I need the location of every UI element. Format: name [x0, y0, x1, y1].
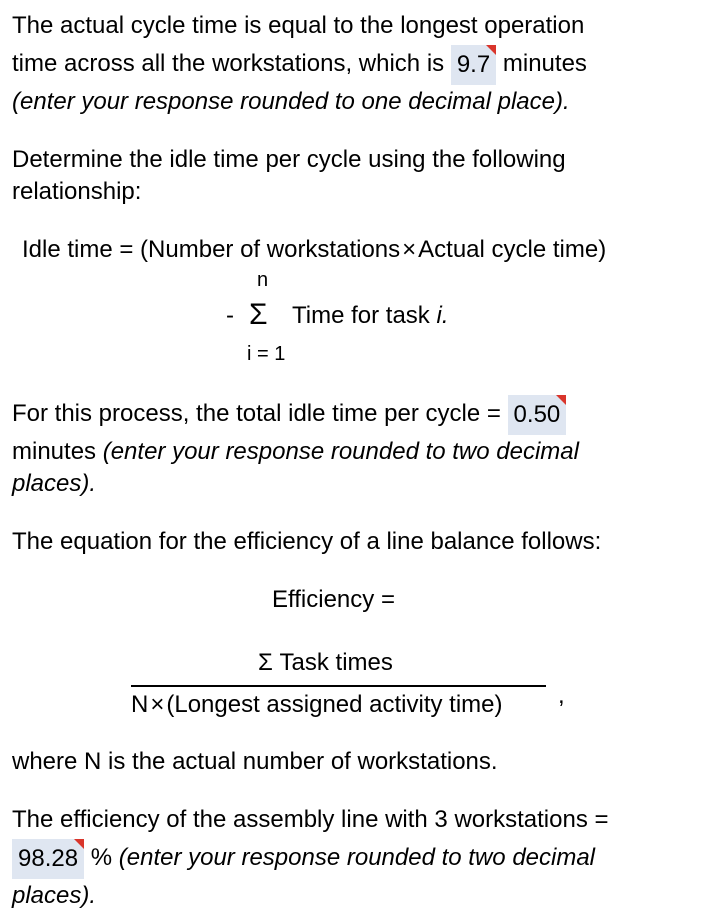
efficiency-instruction-end: places).: [12, 882, 97, 909]
efficiency-result-line2: [12, 844, 595, 873]
efficiency-denominator: [131, 691, 503, 719]
efficiency-instruction: (enter your response rounded to two decimal: [118, 844, 596, 871]
flag-icon: [74, 839, 84, 849]
cycle-time-answer-field[interactable]: [451, 45, 496, 85]
times-symbol: ×: [150, 691, 165, 718]
efficiency-numerator: Σ Task times: [258, 649, 393, 676]
times-symbol: ×: [402, 236, 417, 263]
idle-result-unit: minutes: [12, 438, 97, 465]
flag-icon: [486, 45, 496, 55]
idle-intro-line2: relationship:: [12, 178, 142, 205]
idle-intro-line1: Determine the idle time per cycle using the following: [12, 146, 566, 173]
efficiency-answer-value: 98.28: [18, 844, 79, 872]
sum-upper-limit: n: [257, 269, 269, 291]
idle-time-answer-field[interactable]: [508, 395, 567, 435]
efficiency-label: Efficiency =: [272, 586, 395, 613]
minus-sign: -: [226, 302, 234, 329]
flag-icon: [556, 395, 566, 405]
cycle-text-line2-pre: time across all the workstations, which is: [12, 50, 445, 77]
cycle-instruction: (enter your response rounded to one decimal place).: [12, 88, 570, 115]
idle-instruction-end: places).: [12, 470, 97, 497]
cycle-text-line1: The actual cycle time is equal to the longest operation: [12, 12, 585, 39]
denominator-n: N: [131, 691, 149, 718]
idle-result-line1-pre: For this process, the total idle time per cycle =: [12, 400, 501, 427]
sum-lower-limit: i = 1: [247, 343, 286, 365]
cycle-text-line2-post: minutes: [502, 50, 587, 77]
efficiency-intro: The equation for the efficiency of a line balance follows:: [12, 528, 602, 555]
efficiency-result-line1: The efficiency of the assembly line with 3 workstations =: [12, 806, 609, 833]
percent-sign: %: [90, 844, 113, 871]
sum-term-variable: i.: [436, 302, 449, 329]
equation-comma: ,: [558, 682, 565, 709]
denominator-term: (Longest assigned activity time): [166, 691, 503, 718]
sum-term: [292, 302, 448, 330]
sum-term-text: Time for task: [292, 302, 430, 329]
cycle-text-line2: [12, 50, 587, 79]
sigma-symbol: Σ: [249, 298, 268, 331]
cycle-time-answer-value: 9.7: [456, 50, 491, 78]
efficiency-answer-field[interactable]: [12, 839, 84, 879]
idle-equation-lhs: Idle time = (Number of workstations: [22, 236, 401, 263]
idle-equation-rhs: Actual cycle time): [418, 236, 607, 263]
n-definition: where N is the actual number of workstations.: [12, 748, 498, 775]
fraction-bar: [131, 685, 546, 687]
idle-equation-line1: [22, 236, 606, 264]
idle-instruction: (enter your response rounded to two decimal: [102, 438, 579, 465]
idle-result-line1: [12, 400, 566, 429]
idle-result-line2: [12, 438, 579, 466]
idle-time-answer-value: 0.50: [513, 400, 561, 428]
